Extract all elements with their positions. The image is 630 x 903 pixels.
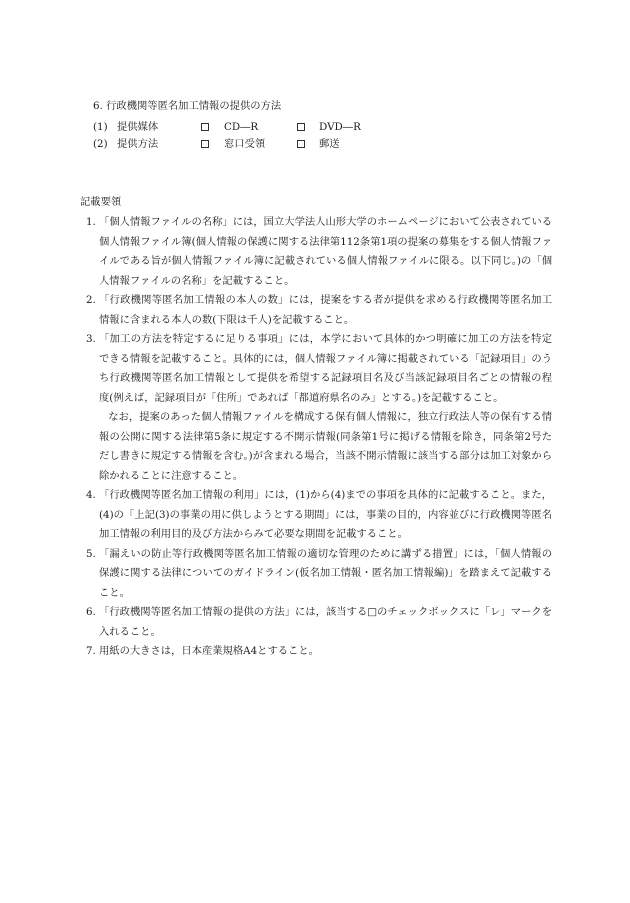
notes-heading: 記載要領: [80, 196, 122, 208]
option-label-counter-pickup: 窓口受領: [224, 138, 266, 150]
option-row-method: [93, 137, 493, 151]
note-number: 1.: [86, 216, 96, 228]
option-row-medium: [93, 120, 493, 134]
note-item: [86, 545, 552, 604]
note-text: 「加工の方法を特定するに足りる事項」には，本学において具体的かつ明確に加工の方法を特定できる情報を記載すること。具体的には，個人情報ファイル簿に掲載されている「記録項目」のうち行政機関等匿名加工情報として提供を希望する記録項目名及び当該記録項目名ごとの情報の程度(例えば，記録項目が「住所」であれば「都道府県名のみ」とする。)を記載すること。: [99, 333, 552, 404]
option-label-dvdr: DVD―R: [319, 121, 361, 133]
note-text: 「行政機関等匿名加工情報の利用」には，(1)から(4)までの事項を具体的に記載すること。また，(4)の「上記(3)の事業の用に供しようとする期間」には，事業の目的，内容並びに行政機関等匿名加工情報の利用目的及び方法からみて必要な期間を記載すること。: [99, 489, 552, 540]
note-item: [86, 291, 552, 330]
note-text-continued: なお，提案のあった個人情報ファイルを構成する保有個人情報に，独立行政法人等の保有する情報の公開に関する法律第5条に規定する不開示情報(同条第1号に掲げる情報を除き，同条第2号ただし書きに規定する情報を含む。)が含まれる場合，当該不開示情報に該当する部分は加工対象から除かれることに注意すること。: [99, 411, 552, 482]
section-title: 6. 行政機関等匿名加工情報の提供の方法: [93, 100, 282, 112]
row-label: 提供方法: [117, 138, 159, 150]
notes-list: [86, 213, 552, 662]
checkbox-counter-pickup[interactable]: [201, 140, 209, 148]
note-number: 7.: [86, 645, 96, 657]
note-text: 「個人情報ファイルの名称」には，国立大学法人山形大学のホームページにおいて公表されている個人情報ファイル簿(個人情報の保護に関する法律第112条第1項の提案の募集をする個人情報ファイルである旨が個人情報ファイル簿に記載されている個人情報ファイルに限る。以下同じ。)の「個人情報ファイルの名称」を記載すること。: [99, 216, 552, 287]
note-number: 6.: [86, 606, 96, 618]
option-label-mail: 郵送: [319, 138, 340, 150]
note-number: 2.: [86, 294, 96, 306]
note-item: [86, 213, 552, 291]
checkbox-dvdr[interactable]: [297, 123, 305, 131]
note-number: 4.: [86, 489, 96, 501]
note-item: [86, 486, 552, 545]
note-item: [86, 642, 552, 662]
note-text: 「行政機関等匿名加工情報の提供の方法」には，該当する□のチェックボックスに「レ」マークを入れること。: [99, 606, 552, 638]
note-text: 用紙の大きさは，日本産業規格A4とすること。: [99, 645, 319, 657]
note-number: 5.: [86, 547, 96, 560]
note-item: [86, 330, 552, 486]
note-item: [86, 603, 552, 642]
row-label: 提供媒体: [117, 121, 159, 133]
row-number: (1): [93, 121, 108, 133]
option-label-cdr: CD―R: [224, 121, 259, 133]
row-number: (2): [93, 138, 108, 150]
note-text: 「行政機関等匿名加工情報の本人の数」には，提案をする者が提供を求める行政機関等匿名加工情報に含まれる本人の数(下限は千人)を記載すること。: [99, 294, 552, 326]
note-number: 3.: [86, 333, 96, 345]
checkbox-mail[interactable]: [297, 140, 305, 148]
note-text: 「漏えいの防止等行政機関等匿名加工情報の適切な管理のために講ずる措置」には，「個人情報の保護に関する法律についてのガイドライン(仮名加工情報・匿名加工情報編)」を踏まえて記載すること。: [99, 547, 552, 599]
checkbox-cdr[interactable]: [201, 123, 209, 131]
